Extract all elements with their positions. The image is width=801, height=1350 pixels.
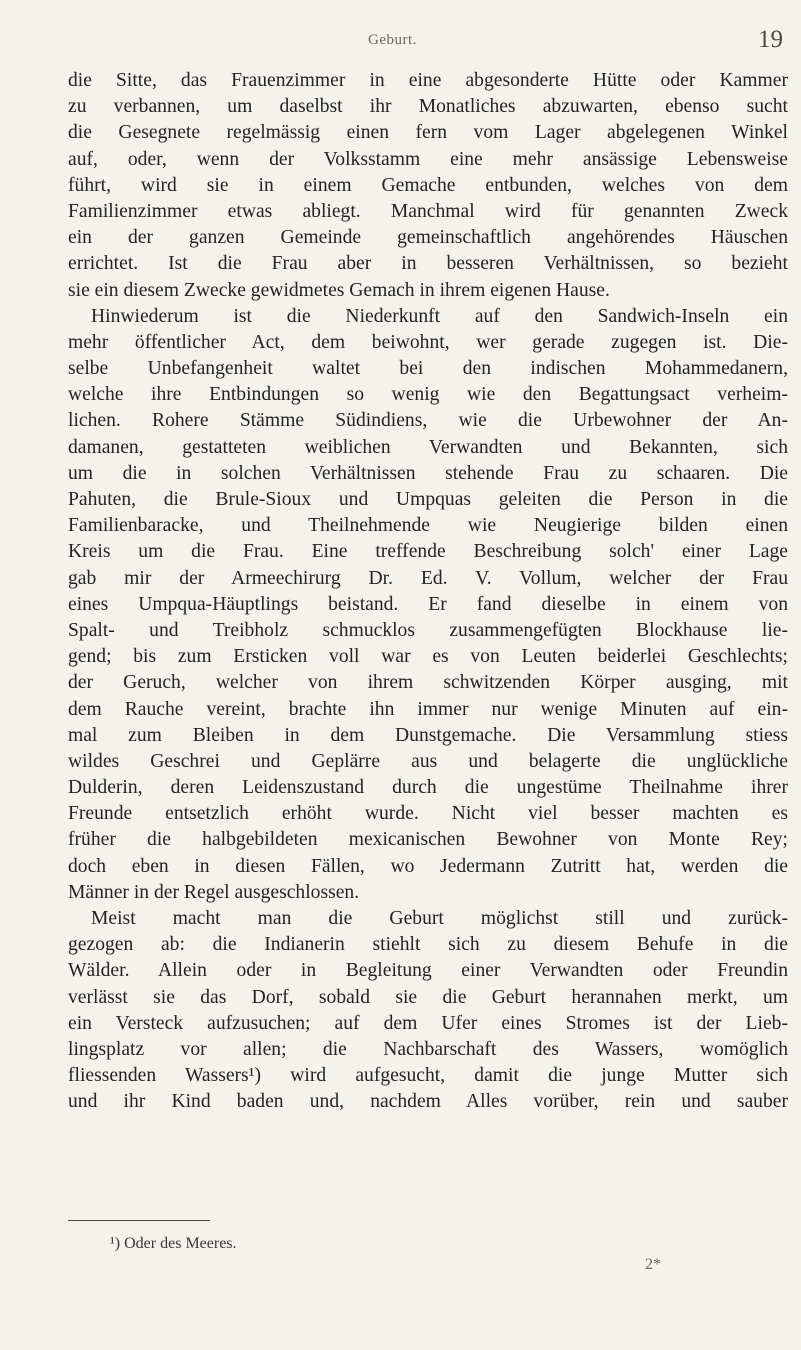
text-line: gend; bis zum Ersticken voll war es von Leuten beiderlei Geschlechts; [68, 646, 788, 668]
text-line: ein Versteck aufzusuchen; auf dem Ufer eines Stromes ist der Lieb- [68, 1012, 788, 1034]
text-line: mal zum Bleiben in dem Dunstgemache. Die Versammlung stiess [68, 724, 788, 746]
text-line: führt, wird sie in einem Gemache entbunden, welches von dem [68, 174, 788, 196]
text-line: mehr öffentlicher Act, dem beiwohnt, wer gerade zugegen ist. Die- [68, 331, 788, 353]
signature-mark: 2* [645, 1256, 661, 1273]
body-text [68, 68, 788, 1116]
text-line: lingsplatz vor allen; die Nachbarschaft des Wassers, womöglich [68, 1038, 788, 1060]
page-header [0, 26, 801, 62]
text-line: Freunde entsetzlich erhöht wurde. Nicht viel besser machten es [68, 803, 788, 825]
text-line: und ihr Kind baden und, nachdem Alles vorüber, rein und sauber [68, 1091, 788, 1113]
page-number: 19 [758, 26, 783, 53]
text-line: doch eben in diesen Fällen, wo Jedermann Zutritt hat, werden die [68, 855, 788, 877]
text-line: errichtet. Ist die Frau aber in besseren Verhältnissen, so bezieht [68, 253, 788, 275]
running-head: Geburt. [368, 32, 417, 48]
text-line: verlässt sie das Dorf, sobald sie die Geburt herannahen merkt, um [68, 986, 788, 1008]
text-line: Hinwiederum ist die Niederkunft auf den Sandwich-Inseln ein [91, 305, 788, 327]
text-line: selbe Unbefangenheit waltet bei den indischen Mohammedanern, [68, 358, 788, 380]
text-line: welche ihre Entbindungen so wenig wie den Begattungsact verheim- [68, 384, 788, 406]
text-line: früher die halbgebildeten mexicanischen Bewohner von Monte Rey; [68, 829, 788, 851]
text-line: eines Umpqua-Häuptlings beistand. Er fand dieselbe in einem von [68, 593, 788, 615]
text-line: ein der ganzen Gemeinde gemeinschaftlich angehörendes Häuschen [68, 227, 788, 249]
text-line: sie ein diesem Zwecke gewidmetes Gemach in ihrem eigenen Hause. [68, 279, 610, 301]
text-line: die Sitte, das Frauenzimmer in eine abgesonderte Hütte oder Kammer [68, 70, 788, 91]
text-line: wildes Geschrei und Geplärre aus und belagerte die unglückliche [68, 750, 788, 772]
text-line: Familienzimmer etwas abliegt. Manchmal wird für genannten Zweck [68, 200, 788, 222]
text-line: die Gesegnete regelmässig einen fern vom Lager abgelegenen Winkel [68, 122, 788, 144]
text-line: zu verbannen, um daselbst ihr Monatliches abzuwarten, ebenso sucht [68, 96, 788, 118]
text-line: Familienbaracke, und Theilnehmende wie Neugierige bilden einen [68, 515, 788, 537]
text-line: gezogen ab: die Indianerin stiehlt sich zu diesem Behufe in die [68, 934, 788, 956]
text-line: Meist macht man die Geburt möglichst still und zurück- [91, 908, 788, 929]
text-line: Pahuten, die Brule-Sioux und Umpquas geleiten die Person in die [68, 489, 788, 510]
text-line: der Geruch, welcher von ihrem schwitzenden Körper ausging, mit [68, 672, 788, 694]
footnote-divider [68, 1220, 210, 1221]
text-line: auf, oder, wenn der Volksstamm eine mehr ansässige Lebensweise [68, 148, 788, 170]
text-line: Kreis um die Frau. Eine treffende Beschreibung solch' einer Lage [68, 541, 788, 563]
footnote: ¹) Oder des Meeres. [110, 1235, 237, 1252]
text-line: um die in solchen Verhältnissen stehende Frau zu schaaren. Die [68, 462, 788, 484]
text-line: damanen, gestatteten weiblichen Verwandten und Bekannten, sich [68, 436, 788, 458]
text-line: Spalt- und Treibholz schmucklos zusammengefügten Blockhause lie- [68, 619, 788, 641]
text-line: lichen. Rohere Stämme Südindiens, wie die Urbewohner der An- [68, 410, 788, 432]
text-line: gab mir der Armeechirurg Dr. Ed. V. Vollum, welcher der Frau [68, 567, 788, 589]
text-line: dem Rauche vereint, brachte ihn immer nur wenige Minuten auf ein- [68, 698, 788, 720]
text-line: Wälder. Allein oder in Begleitung einer Verwandten oder Freundin [68, 960, 788, 982]
text-line: fliessenden Wassers¹) wird aufgesucht, damit die junge Mutter sich [68, 1065, 788, 1087]
text-line: Männer in der Regel ausgeschlossen. [68, 881, 360, 903]
text-line: Dulderin, deren Leidenszustand durch die ungestüme Theilnahme ihrer [68, 777, 788, 799]
